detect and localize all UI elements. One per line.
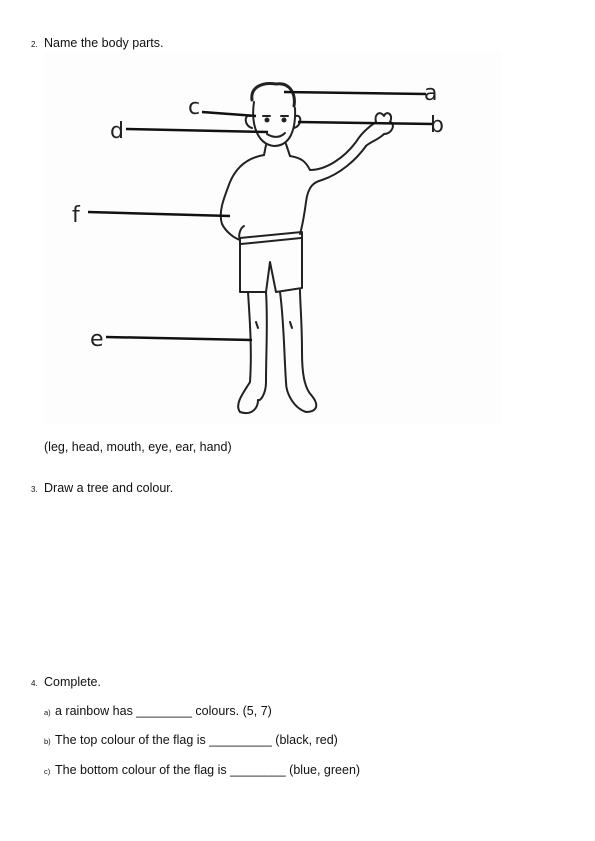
question-number: 3. bbox=[31, 485, 38, 494]
item-text: The bottom colour of the flag is ________ (blue, green) bbox=[55, 763, 361, 777]
item-letter: a) bbox=[44, 708, 51, 717]
boy-illustration bbox=[44, 52, 502, 424]
label-f: f bbox=[72, 203, 80, 228]
fill-in-item bbox=[44, 704, 272, 718]
question-number: 4. bbox=[31, 679, 38, 688]
item-text: The top colour of the flag is _________ (black, red) bbox=[55, 733, 338, 747]
item-text: a rainbow has ________ colours. (5, 7) bbox=[55, 704, 272, 718]
question-title: Draw a tree and colour. bbox=[44, 481, 174, 495]
question-2 bbox=[31, 36, 164, 50]
label-d: d bbox=[110, 119, 124, 144]
question-number: 2. bbox=[31, 40, 38, 49]
label-e: e bbox=[90, 327, 104, 352]
body-parts-figure bbox=[44, 52, 502, 424]
word-bank: (leg, head, mouth, eye, ear, hand) bbox=[44, 440, 232, 454]
question-4 bbox=[31, 675, 101, 689]
question-3 bbox=[31, 481, 173, 495]
question-title: Complete. bbox=[44, 675, 101, 689]
fill-in-item bbox=[44, 733, 338, 747]
item-letter: b) bbox=[44, 737, 51, 746]
label-c: c bbox=[188, 95, 201, 120]
item-letter: c) bbox=[44, 767, 51, 776]
label-a: a bbox=[424, 81, 438, 106]
label-b: b bbox=[430, 113, 444, 138]
question-title: Name the body parts. bbox=[44, 36, 164, 50]
fill-in-item bbox=[44, 763, 360, 777]
